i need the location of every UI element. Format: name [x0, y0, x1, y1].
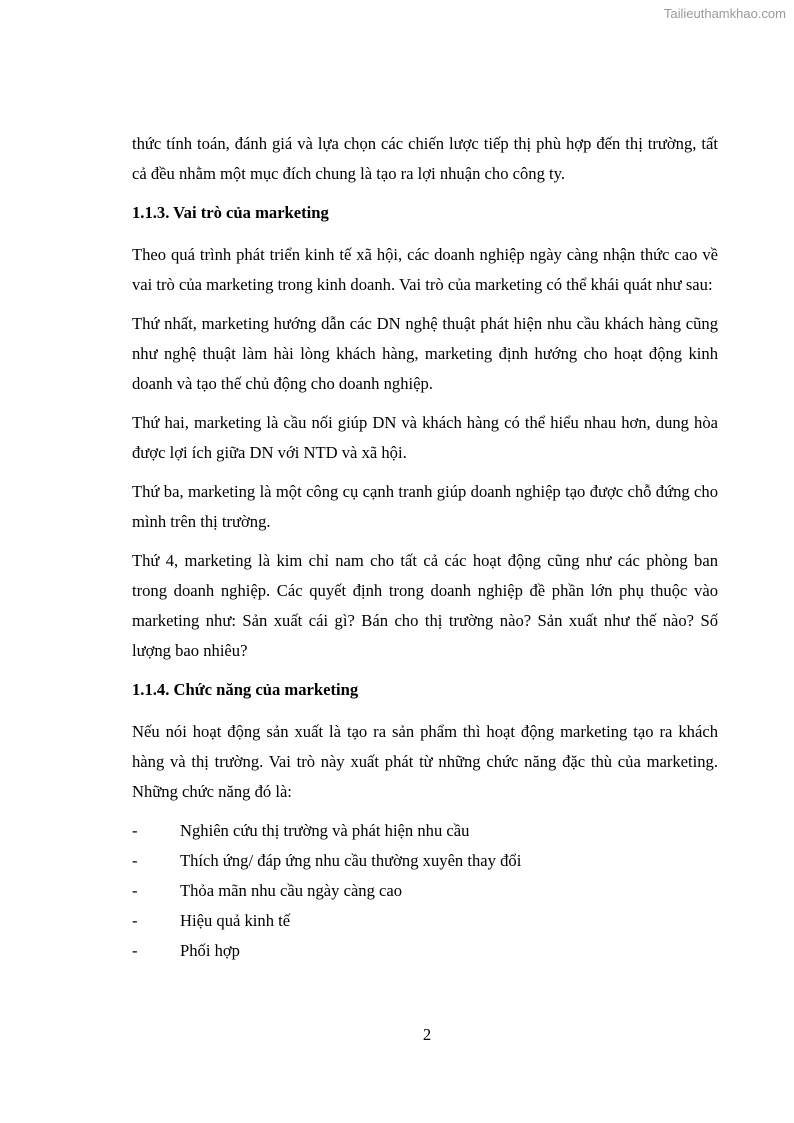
- document-body: [132, 129, 718, 966]
- section-heading-1-1-4: 1.1.4. Chức năng của marketing: [132, 680, 359, 699]
- list-item: [132, 876, 718, 906]
- paragraph: Theo quá trình phát triển kinh tế xã hội, các doanh nghiệp ngày càng nhận thức cao về vai trò của marketing trong kinh doanh. Vai trò của marketing có thể khái quát như sau:: [132, 245, 718, 294]
- list-item: [132, 936, 718, 966]
- paragraph: Thứ nhất, marketing hướng dẫn các DN nghệ thuật phát hiện nhu cầu khách hàng cũng như nghệ thuật làm hài lòng khách hàng, marketing định hướng cho hoạt động kinh doanh và tạo thế chủ động cho doanh nghiệp.: [132, 314, 718, 393]
- section-heading-1-1-3: 1.1.3. Vai trò của marketing: [132, 203, 329, 222]
- paragraph: Thứ ba, marketing là một công cụ cạnh tranh giúp doanh nghiệp tạo được chỗ đứng cho mình trên thị trường.: [132, 482, 718, 531]
- paragraph: Nếu nói hoạt động sản xuất là tạo ra sản phẩm thì hoạt động marketing tạo ra khách hàng và thị trường. Vai trò này xuất phát từ những chức năng đặc thù của marketing. Những chức năng đó là:: [132, 722, 718, 801]
- paragraph: Thứ hai, marketing là cầu nối giúp DN và khách hàng có thể hiểu nhau hơn, dung hòa được lợi ích giữa DN với NTD và xã hội.: [132, 413, 718, 462]
- list-marker: -: [132, 851, 138, 870]
- list-marker: -: [132, 941, 138, 960]
- list-item-text: Nghiên cứu thị trường và phát hiện nhu cầu: [180, 821, 470, 840]
- paragraph-intro: thức tính toán, đánh giá và lựa chọn các chiến lược tiếp thị phù hợp đến thị trường, tất cả đều nhằm một mục đích chung là tạo ra lợi nhuận cho công ty.: [132, 134, 718, 183]
- list-item-text: Phối hợp: [180, 941, 240, 960]
- list-marker: -: [132, 881, 138, 900]
- list-marker: -: [132, 911, 138, 930]
- list-item: [132, 906, 718, 936]
- page-number: 2: [422, 1025, 432, 1044]
- list-item-text: Thích ứng/ đáp ứng nhu cầu thường xuyên thay đổi: [180, 851, 522, 870]
- function-list: [132, 816, 718, 966]
- list-item: [132, 846, 718, 876]
- paragraph: Thứ 4, marketing là kim chỉ nam cho tất cả các hoạt động cũng như các phòng ban trong doanh nghiệp. Các quyết định trong doanh nghiệp đề phần lớn phụ thuộc vào marketing như: Sản xuất cái gì? Bán cho thị trường nào? Sản xuất như thế nào? Số lượng bao nhiêu?: [132, 551, 718, 660]
- list-item-text: Thỏa mãn nhu cầu ngày càng cao: [180, 881, 403, 900]
- list-item-text: Hiệu quả kinh tế: [180, 911, 291, 930]
- list-item: [132, 816, 718, 846]
- list-marker: -: [132, 821, 138, 840]
- watermark: Tailieuthamkhao.com: [663, 6, 786, 21]
